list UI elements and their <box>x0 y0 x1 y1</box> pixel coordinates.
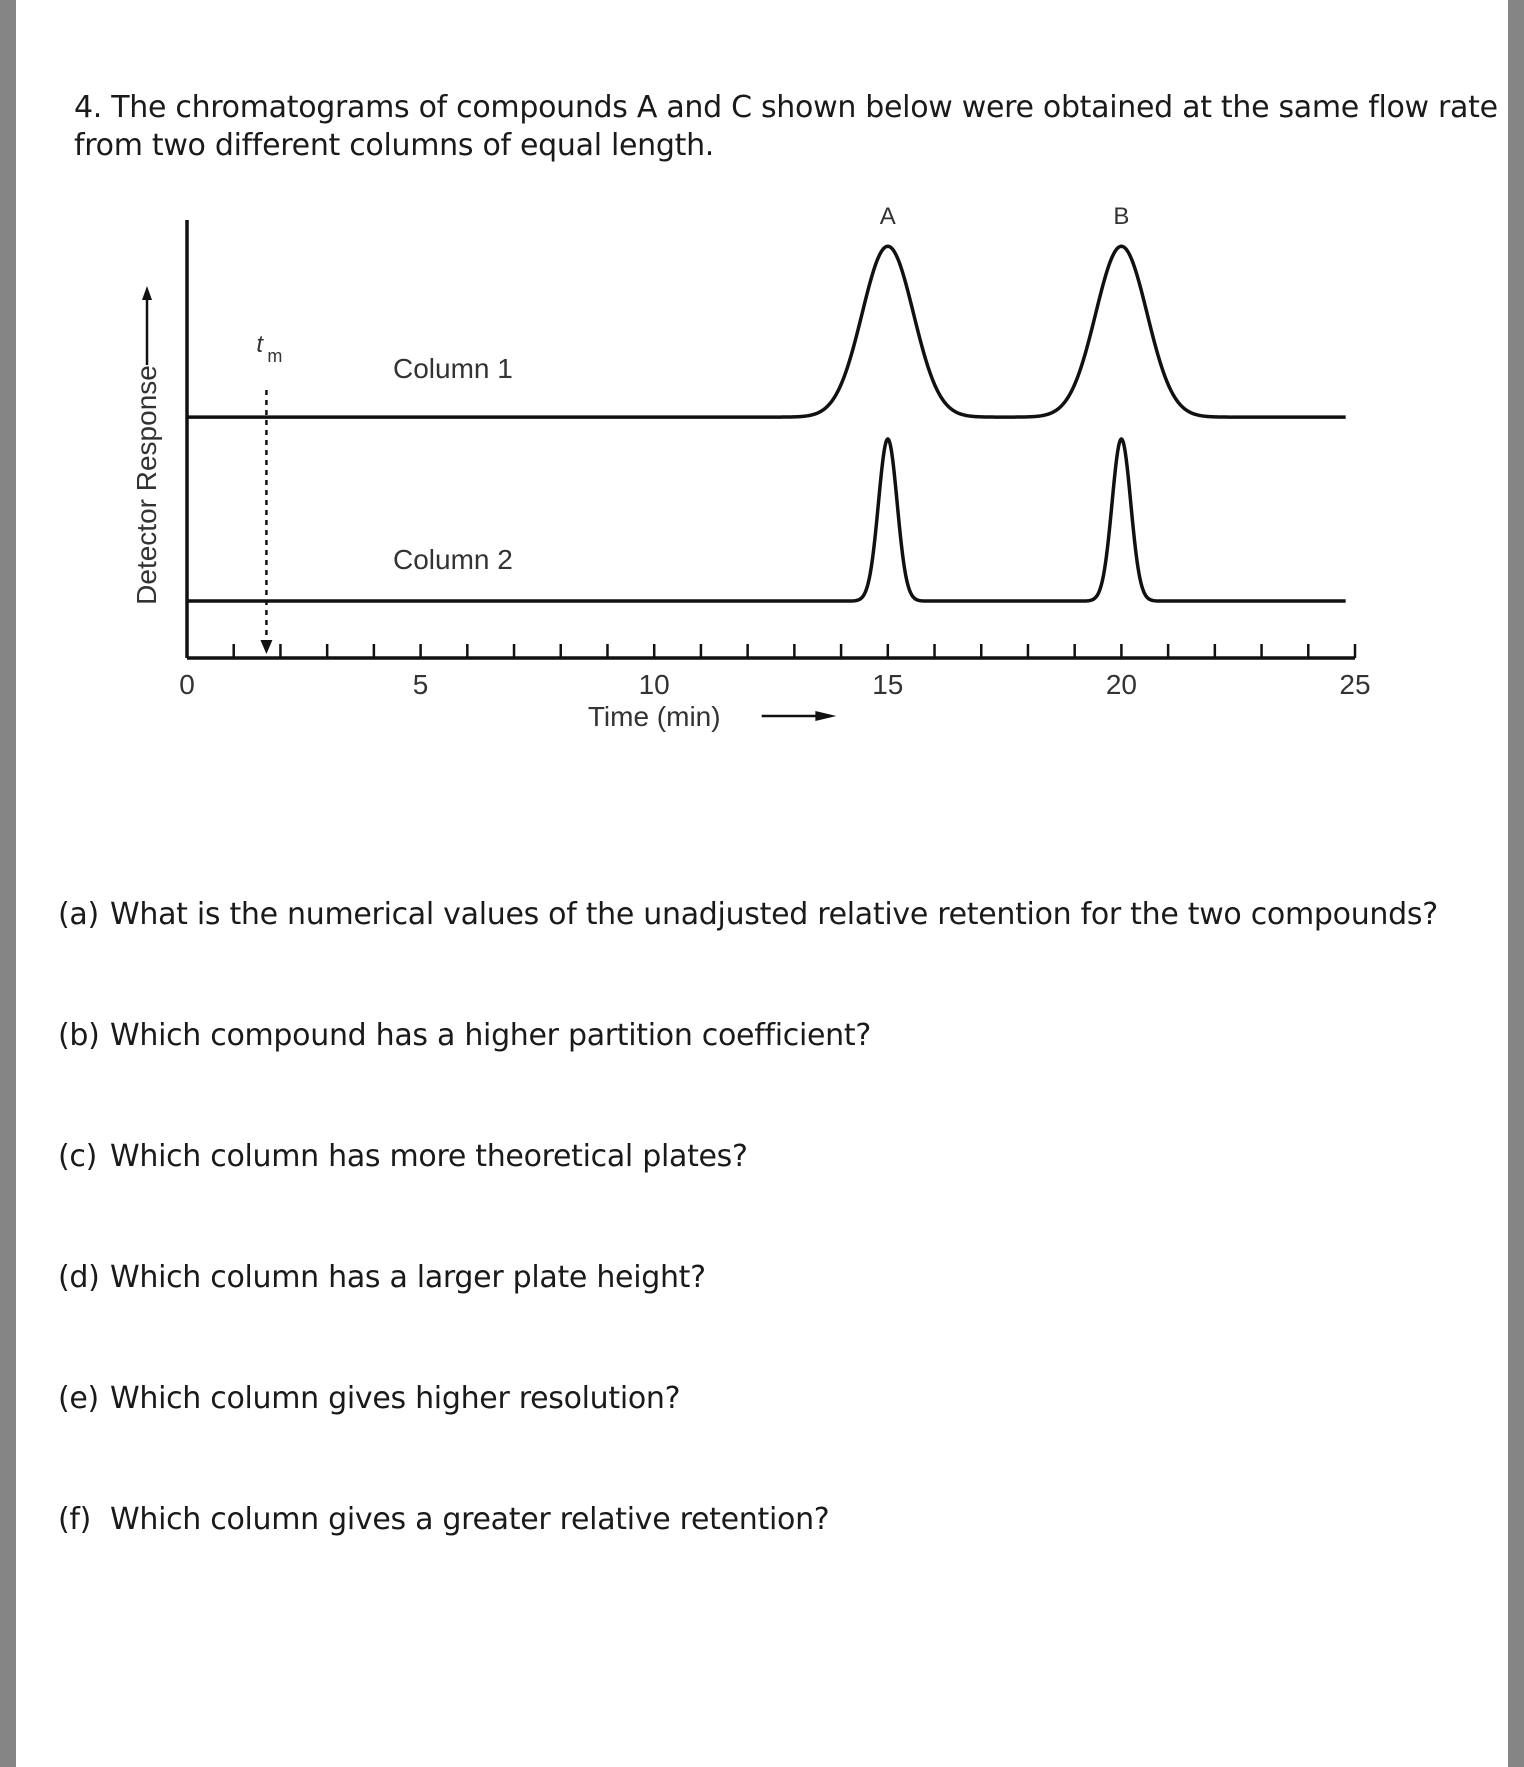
question-a-label: (a) <box>58 897 99 932</box>
x-tick-label: 5 <box>412 669 429 700</box>
tm-label: t <box>256 331 264 358</box>
question-c <box>58 1139 748 1174</box>
left-window-edge <box>0 0 16 1767</box>
x-axis-title: Time (min) <box>587 701 721 732</box>
question-b-label: (b) <box>58 1018 100 1053</box>
question-c-text: Which column has more theoretical plates? <box>110 1139 748 1174</box>
chromatogram-chart <box>16 0 1508 760</box>
series-line-1 <box>187 246 1346 417</box>
series-label-1: Column 1 <box>393 353 513 384</box>
peak-label-b: B <box>1113 203 1130 230</box>
question-f-label: (f) <box>58 1502 92 1537</box>
question-b <box>58 1018 871 1053</box>
y-axis-title: Detector Response <box>131 365 162 605</box>
question-intro-line-2: from two different columns of equal length. <box>74 128 715 163</box>
question-e-text: Which column gives higher resolution? <box>110 1381 681 1416</box>
question-d-label: (d) <box>58 1260 100 1295</box>
x-axis-arrow-head <box>815 711 836 721</box>
series-label-2: Column 2 <box>393 544 513 575</box>
question-a <box>58 897 1438 932</box>
y-axis-arrow-head <box>142 286 152 300</box>
question-a-text: What is the numerical values of the unadjusted relative retention for the two compounds? <box>110 897 1438 932</box>
tm-label-subscript: m <box>267 346 283 366</box>
question-f <box>58 1502 829 1537</box>
x-tick-label: 0 <box>179 669 195 700</box>
question-e <box>58 1381 680 1416</box>
question-d <box>58 1260 706 1295</box>
question-d-text: Which column has a larger plate height? <box>110 1260 706 1295</box>
x-tick-label: 15 <box>872 669 904 700</box>
question-c-label: (c) <box>58 1139 98 1174</box>
tm-arrow-head <box>260 640 272 654</box>
question-b-text: Which compound has a higher partition coefficient? <box>110 1018 871 1053</box>
right-window-edge <box>1508 0 1524 1767</box>
series-line-2 <box>187 439 1346 601</box>
question-f-text: Which column gives a greater relative retention? <box>110 1502 830 1537</box>
x-tick-label: 20 <box>1105 669 1137 700</box>
question-e-label: (e) <box>58 1381 99 1416</box>
peak-label-a: A <box>879 203 896 230</box>
x-tick-label: 25 <box>1339 669 1371 700</box>
question-intro-line-1: 4. The chromatograms of compounds A and C shown below were obtained at the same flow rate <box>74 90 1498 125</box>
document-page <box>16 0 1508 1767</box>
x-tick-label: 10 <box>638 669 670 700</box>
